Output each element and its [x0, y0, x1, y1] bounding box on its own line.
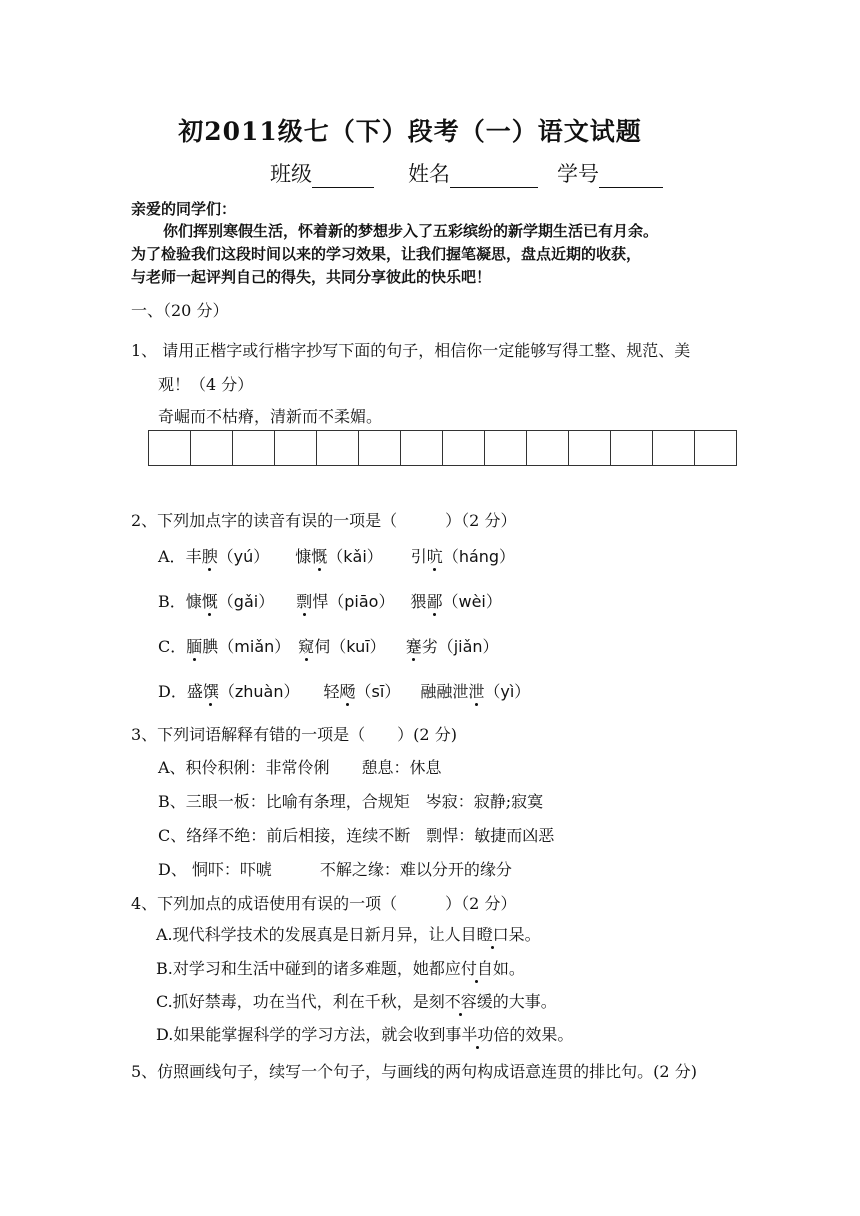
question-3-option-c[interactable]: C、络绎不绝：前后相接，连续不断 剽悍：敏捷而凶恶 — [158, 826, 555, 845]
word-char: 劣 — [421, 637, 438, 656]
option-text: 的大事。 — [492, 992, 557, 1011]
question-3-option-a[interactable]: A、积伶积俐：非常伶俐 憩息：休息 — [158, 758, 442, 777]
pinyin: （piāo） — [328, 592, 395, 611]
question-2-option-b[interactable] — [158, 589, 502, 612]
question-1-stem-cont: 观！（4 分） — [158, 375, 254, 394]
writing-cell[interactable] — [191, 430, 233, 466]
writing-cell[interactable] — [443, 430, 485, 466]
option-text: 。 — [508, 959, 525, 978]
option-text: C.抓好禁毒，功在当代，利在千秋，是 — [156, 992, 429, 1011]
option-letter: B． — [158, 592, 186, 611]
class-label: 班级 — [270, 162, 312, 186]
writing-cell[interactable] — [317, 430, 359, 466]
word-char: 盛 — [186, 682, 203, 701]
pinyin: （kuī） — [330, 637, 386, 656]
number-blank[interactable] — [599, 165, 663, 188]
greeting-line: 为了检验我们这段时间以来的学习效果，让我们握笔凝思，盘点近期的收获， — [131, 245, 642, 263]
name-label: 姓名 — [408, 162, 450, 186]
dotted-char: 剽 — [296, 592, 313, 611]
dotted-char: 慨 — [311, 547, 328, 566]
dotted-char: 泄 — [468, 682, 485, 701]
dotted-char: 窥 — [298, 637, 315, 656]
pinyin: （yú） — [217, 547, 270, 566]
pinyin: （miǎn） — [218, 637, 291, 656]
dotted-char: 慨 — [201, 592, 218, 611]
question-2-option-a[interactable] — [158, 544, 515, 567]
option-text: D.如果能掌握科学的学习方法，就会收到 — [156, 1025, 446, 1044]
question-1-stem: 1、 请用正楷字或行楷字抄写下面的句子，相信你一定能够写得工整、规范、美 — [131, 341, 691, 360]
class-blank[interactable] — [312, 165, 374, 188]
word-char: 伺 — [314, 637, 331, 656]
greeting-line: 你们挥别寒假生活，怀着新的梦想步入了五彩缤纷的新学期生活已有月余。 — [163, 222, 659, 240]
word-char: 慷 — [185, 592, 202, 611]
writing-cell[interactable] — [233, 430, 275, 466]
dotted-idiom: 事半功倍 — [445, 1025, 510, 1044]
number-label: 学号 — [557, 162, 599, 186]
page-title: 初2011级七（下）段考（一）语文试题 — [178, 117, 642, 146]
writing-cell[interactable] — [569, 430, 611, 466]
name-field — [408, 158, 538, 188]
pinyin: （sī） — [355, 682, 401, 701]
copy-sentence: 奇崛而不枯瘠，清新而不柔媚。 — [158, 407, 383, 426]
question-3-option-d[interactable]: D、 恫吓：吓唬 不解之缘：难以分开的缘分 — [158, 860, 512, 879]
pinyin: （jiǎn） — [437, 637, 499, 656]
dotted-char: 腴 — [201, 547, 218, 566]
question-4-option-a[interactable] — [156, 922, 541, 945]
option-text: 。 — [524, 925, 541, 944]
pinyin: （gǎi） — [217, 592, 275, 611]
word-char: 猥 — [410, 592, 427, 611]
writing-cell[interactable] — [611, 430, 653, 466]
writing-cell[interactable] — [401, 430, 443, 466]
writing-cell[interactable] — [527, 430, 569, 466]
question-4-option-d[interactable] — [156, 1022, 573, 1045]
pinyin: （kǎi） — [327, 547, 383, 566]
greeting-line: 与老师一起评判自己的得失，共同分享彼此的快乐吧！ — [131, 268, 492, 286]
question-5-stem: 5、仿照画线句子，续写一个句子，与画线的两句构成语意连贯的排比句。(2 分) — [131, 1062, 697, 1081]
pinyin: （háng） — [442, 547, 516, 566]
word-char: 悍 — [312, 592, 329, 611]
writing-cell[interactable] — [275, 430, 317, 466]
dotted-char: 馔 — [202, 682, 219, 701]
dotted-char: 飏 — [339, 682, 356, 701]
dotted-idiom: 目瞪口呆 — [460, 925, 525, 944]
question-3-stem: 3、下列词语解释有错的一项是（ ）(2 分) — [131, 725, 457, 744]
writing-grid — [148, 430, 737, 466]
option-letter: D． — [158, 682, 187, 701]
name-blank[interactable] — [450, 165, 538, 188]
question-3-option-b[interactable]: B、三眼一板：比喻有条理，合规矩 岑寂：寂静;寂寞 — [158, 792, 544, 811]
word-char: 引 — [410, 547, 427, 566]
question-2-option-c[interactable] — [158, 634, 499, 657]
section-heading: 一、（20 分） — [131, 301, 229, 320]
word-char: 腆 — [202, 637, 219, 656]
option-text: 的效果。 — [509, 1025, 574, 1044]
option-letter: C． — [158, 637, 187, 656]
writing-cell[interactable] — [653, 430, 695, 466]
writing-cell[interactable] — [485, 430, 527, 466]
word-char: 丰 — [185, 547, 202, 566]
pinyin: （wèi） — [442, 592, 502, 611]
option-text: A.现代科学技术的发展真是日新月异，让人 — [156, 925, 461, 944]
question-4-stem: 4、下列加点的成语使用有误的一项（ ）（2 分） — [131, 894, 517, 913]
class-field — [270, 158, 374, 188]
dotted-idiom: 刻不容缓 — [428, 992, 493, 1011]
dotted-char: 蹇 — [405, 637, 422, 656]
dotted-char: 吭 — [426, 547, 443, 566]
writing-cell[interactable] — [149, 430, 191, 466]
writing-cell[interactable] — [695, 430, 737, 466]
writing-cell[interactable] — [359, 430, 401, 466]
option-letter: A． — [158, 547, 186, 566]
word-char: 轻 — [323, 682, 340, 701]
pinyin: （zhuàn） — [218, 682, 300, 701]
question-4-option-b[interactable] — [156, 956, 525, 979]
dotted-idiom: 应付自如 — [444, 959, 509, 978]
number-field — [557, 158, 663, 188]
question-2-option-d[interactable] — [158, 679, 530, 702]
option-text: B.对学习和生活中碰到的诸多难题，她都 — [156, 959, 445, 978]
dotted-char: 腼 — [186, 637, 203, 656]
question-4-option-c[interactable] — [156, 989, 557, 1012]
word-char: 慷 — [295, 547, 312, 566]
word-char: 融融泄 — [420, 682, 469, 701]
dotted-char: 鄙 — [426, 592, 443, 611]
greeting-salutation: 亲爱的同学们： — [131, 200, 237, 218]
question-2-stem: 2、下列加点字的读音有误的一项是（ ）（2 分） — [131, 511, 517, 530]
pinyin: （yì） — [484, 682, 531, 701]
